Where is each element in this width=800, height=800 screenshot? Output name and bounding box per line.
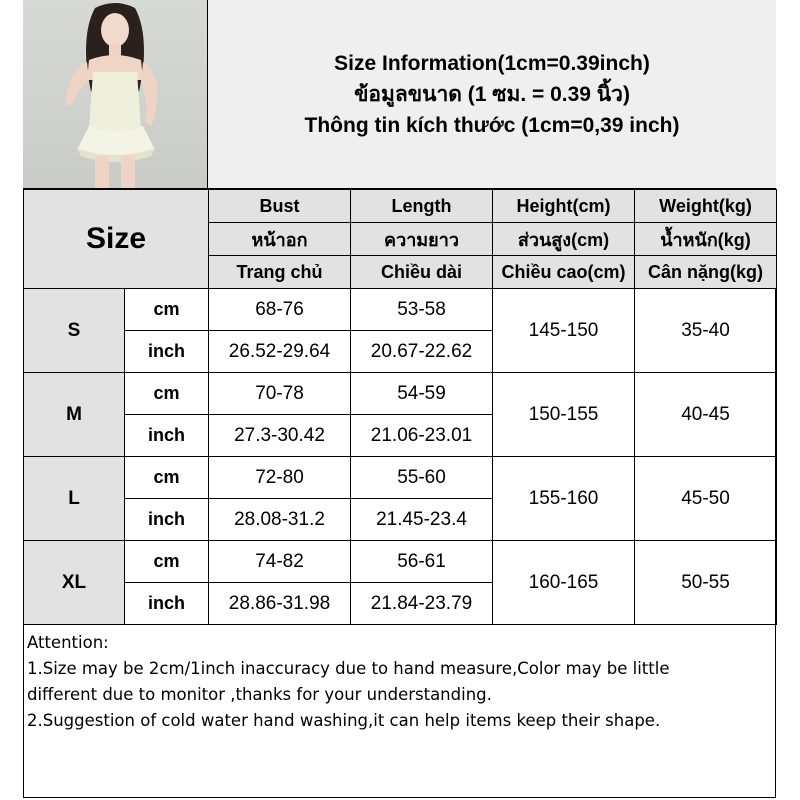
weight-value: 50-55 — [635, 541, 777, 625]
table-row — [24, 289, 777, 331]
length-inch-value: 20.67-22.62 — [351, 331, 493, 373]
bust-cm-value: 68-76 — [209, 289, 351, 331]
weight-value: 40-45 — [635, 373, 777, 457]
size-info-title — [208, 0, 776, 189]
length-inch-value: 21.06-23.01 — [351, 415, 493, 457]
bust-inch-value: 27.3-30.42 — [209, 415, 351, 457]
header-length-th: ความยาว — [351, 223, 493, 256]
bust-cm-value: 70-78 — [209, 373, 351, 415]
header-bust-vi: Trang chủ — [209, 256, 351, 289]
table-row — [24, 541, 777, 583]
header-weight-th: น้ำหนัก(kg) — [635, 223, 777, 256]
bust-inch-value: 28.08-31.2 — [209, 499, 351, 541]
bust-inch-value: 28.86-31.98 — [209, 583, 351, 625]
unit-inch: inch — [125, 583, 209, 625]
length-inch-value: 21.45-23.4 — [351, 499, 493, 541]
header-length-vi: Chiều dài — [351, 256, 493, 289]
unit-cm: cm — [125, 373, 209, 415]
unit-cm: cm — [125, 457, 209, 499]
header-weight-en: Weight(kg) — [635, 190, 777, 223]
length-cm-value: 56-61 — [351, 541, 493, 583]
product-photo — [23, 0, 208, 189]
note-line: 1.Size may be 2cm/1inch inaccuracy due to hand measure,Color may be little — [27, 659, 670, 678]
note-line: 2.Suggestion of cold water hand washing,it can help items keep their shape. — [27, 711, 661, 730]
model-illustration — [23, 0, 208, 189]
size-label: L — [24, 457, 125, 541]
unit-cm: cm — [125, 541, 209, 583]
table-row — [24, 457, 777, 499]
title-vietnamese: Thông tin kích thước (1cm=0,39 inch) — [304, 113, 680, 137]
header-weight-vi: Cân nặng(kg) — [635, 256, 777, 289]
notes-heading: Attention: — [27, 633, 109, 652]
header-bust-th: หน้าอก — [209, 223, 351, 256]
size-label: S — [24, 289, 125, 373]
header-bust-en: Bust — [209, 190, 351, 223]
header-length-en: Length — [351, 190, 493, 223]
length-cm-value: 53-58 — [351, 289, 493, 331]
length-cm-value: 54-59 — [351, 373, 493, 415]
bust-cm-value: 74-82 — [209, 541, 351, 583]
height-value: 150-155 — [493, 373, 635, 457]
weight-value: 35-40 — [635, 289, 777, 373]
unit-inch: inch — [125, 499, 209, 541]
attention-notes — [27, 630, 767, 734]
header-height-vi: Chiều cao(cm) — [493, 256, 635, 289]
note-line: different due to monitor ,thanks for your understanding. — [27, 685, 492, 704]
length-cm-value: 55-60 — [351, 457, 493, 499]
unit-cm: cm — [125, 289, 209, 331]
size-label: M — [24, 373, 125, 457]
height-value: 160-165 — [493, 541, 635, 625]
weight-value: 45-50 — [635, 457, 777, 541]
title-thai: ข้อมูลขนาด (1 ซม. = 0.39 นิ้ว) — [354, 82, 630, 106]
header-height-th: ส่วนสูง(cm) — [493, 223, 635, 256]
unit-inch: inch — [125, 415, 209, 457]
size-label: XL — [24, 541, 125, 625]
title-english: Size Information(1cm=0.39inch) — [334, 51, 650, 75]
bust-cm-value: 72-80 — [209, 457, 351, 499]
unit-inch: inch — [125, 331, 209, 373]
length-inch-value: 21.84-23.79 — [351, 583, 493, 625]
height-value: 155-160 — [493, 457, 635, 541]
header-height-en: Height(cm) — [493, 190, 635, 223]
table-row — [24, 373, 777, 415]
bust-inch-value: 26.52-29.64 — [209, 331, 351, 373]
size-column-header: Size — [24, 190, 209, 289]
height-value: 145-150 — [493, 289, 635, 373]
size-table — [23, 189, 777, 625]
